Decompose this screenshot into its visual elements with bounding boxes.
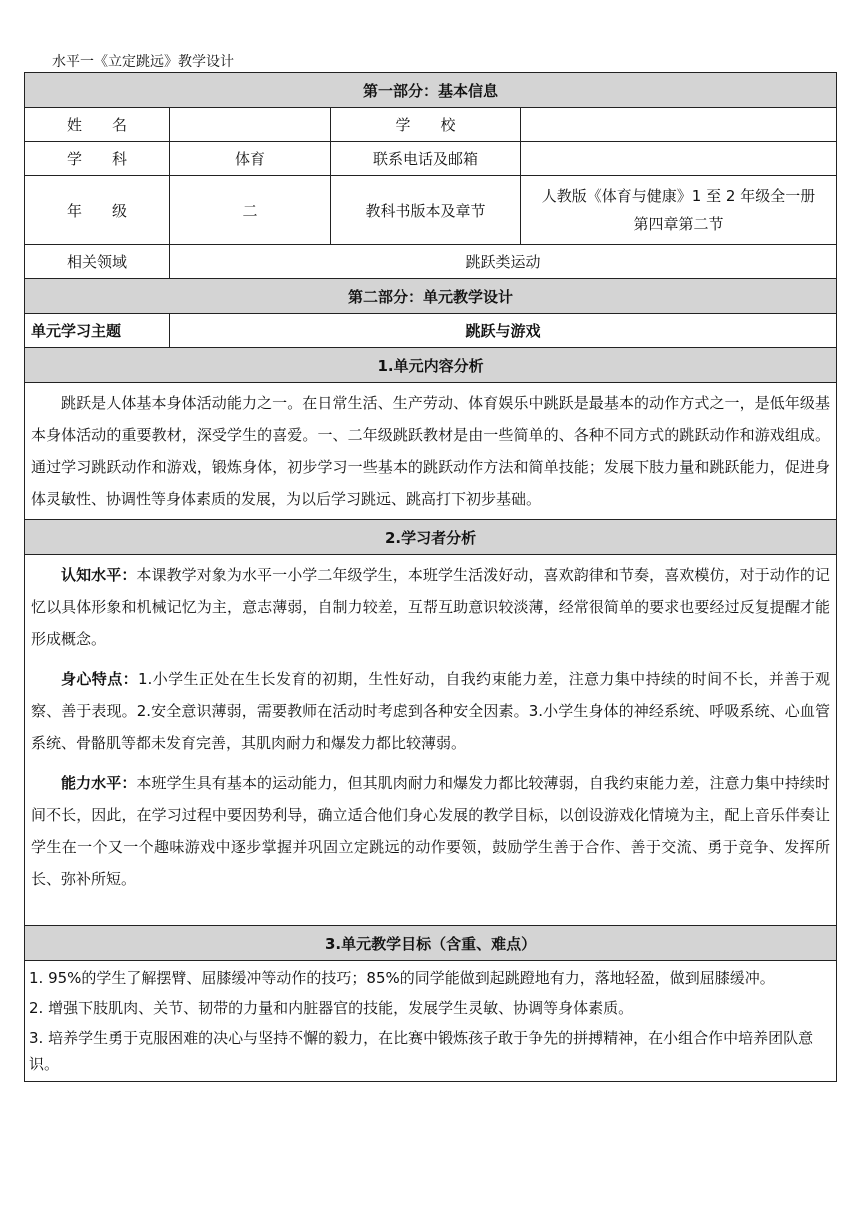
goals-cell (25, 961, 837, 1082)
content-analysis-header: 1.单元内容分析 (25, 348, 837, 383)
contact-label: 联系电话及邮箱 (331, 142, 521, 176)
domain-label: 相关领域 (25, 245, 170, 279)
name-label: 姓 名 (25, 108, 170, 142)
textbook-line-2: 第四章第二节 (633, 215, 724, 233)
domain-value: 跳跃类运动 (170, 245, 837, 279)
theme-row (25, 314, 837, 348)
domain-row (25, 245, 837, 279)
ability-text: 本班学生具有基本的运动能力，但其肌肉耐力和爆发力都比较薄弱，自我约束能力差，注意力集中持续时间不长，因此，在学习过程中要因势利导，确立适合他们身心发展的教学目标，以创设游戏化情境为主，配上音乐伴奏让学生在一个又一个趣味游戏中逐步掌握并巩固立定跳远的动作要领，鼓励学生善于合作、善于交流、勇于竞争、发挥所长、弥补所短。 (31, 774, 831, 888)
textbook-value (521, 176, 837, 245)
content-header-row (25, 348, 837, 383)
goal-item-3: 3. 培养学生勇于克服困难的决心与坚持不懈的毅力，在比赛中锻炼孩子敢于争先的拼搏精神，在小组合作中培养团队意识。 (29, 1029, 814, 1073)
textbook-line-1: 人教版《体育与健康》1 至 2 年级全一册 (541, 187, 816, 205)
physical-label: 身心特点： (61, 670, 139, 688)
ability-label: 能力水平： (61, 774, 137, 792)
grade-textbook-row (25, 176, 837, 245)
document-title: 水平一《立定跳远》教学设计 (52, 54, 234, 70)
goals-header: 3.单元教学目标（含重、难点） (25, 926, 837, 961)
name-school-row (25, 108, 837, 142)
subject-label: 学 科 (25, 142, 170, 176)
content-row (25, 383, 837, 520)
school-value (521, 108, 837, 142)
cognitive-label: 认知水平： (61, 566, 137, 584)
physical-text: 1.小学生正处在生长发育的初期，生性好动，自我约束能力差，注意力集中持续的时间不长，并善于观察、善于表现。2.安全意识薄弱，需要教师在活动时考虑到各种安全因素。3.小学生身体的神经系统、呼吸系统、心血管系统、骨骼肌等都未发育完善，其肌肉耐力和爆发力都比较薄弱。 (31, 670, 831, 752)
ability-paragraph (31, 763, 830, 899)
theme-value: 跳跃与游戏 (170, 314, 837, 348)
contact-value (521, 142, 837, 176)
learner-header-row (25, 520, 837, 555)
subject-contact-row (25, 142, 837, 176)
goal-item-1: 1. 95%的学生了解摆臂、屈膝缓冲等动作的技巧；85%的同学能做到起跳蹬地有力，落地轻盈，做到屈膝缓冲。 (29, 969, 775, 987)
goal-item-2: 2. 增强下肢肌肉、关节、韧带的力量和内脏器官的技能，发展学生灵敏、协调等身体素质。 (29, 999, 634, 1017)
learner-analysis-cell (25, 555, 837, 926)
physical-paragraph (31, 659, 830, 763)
theme-label: 单元学习主题 (25, 314, 170, 348)
goals-header-row (25, 926, 837, 961)
content-analysis-text: 跳跃是人体基本身体活动能力之一。在日常生活、生产劳动、体育娱乐中跳跃是最基本的动作方式之一，是低年级基本身体活动的重要教材，深受学生的喜爱。一、二年级跳跃教材是由一些简单的、各种不同方式的跳跃动作和游戏组成。通过学习跳跃动作和游戏，锻炼身体，初步学习一些基本的跳跃动作方法和简单技能；发展下肢力量和跳跃能力，促进身体灵敏性、协调性等身体素质的发展，为以后学习跳远、跳高打下初步基础。 (31, 394, 831, 508)
part2-header-row (25, 279, 837, 314)
goals-row (25, 961, 837, 1082)
name-value (170, 108, 331, 142)
learner-analysis-header: 2.学习者分析 (25, 520, 837, 555)
textbook-label: 教科书版本及章节 (331, 176, 521, 245)
subject-value: 体育 (170, 142, 331, 176)
grade-label: 年 级 (25, 176, 170, 245)
school-label: 学 校 (331, 108, 521, 142)
cognitive-text: 本课教学对象为水平一小学二年级学生，本班学生活泼好动，喜欢韵律和节奏，喜欢模仿，对于动作的记忆以具体形象和机械记忆为主，意志薄弱，自制力较差，互帮互助意识较淡薄，经常很简单的要求也要经过反复提醒才能形成概念。 (31, 566, 831, 648)
cognitive-paragraph (31, 555, 830, 659)
lesson-design-table (24, 72, 837, 1082)
content-analysis-cell (25, 383, 837, 520)
part1-header-row (25, 73, 837, 108)
grade-value: 二 (170, 176, 331, 245)
learner-row (25, 555, 837, 926)
part2-header: 第二部分：单元教学设计 (25, 279, 837, 314)
part1-header: 第一部分：基本信息 (25, 73, 837, 108)
